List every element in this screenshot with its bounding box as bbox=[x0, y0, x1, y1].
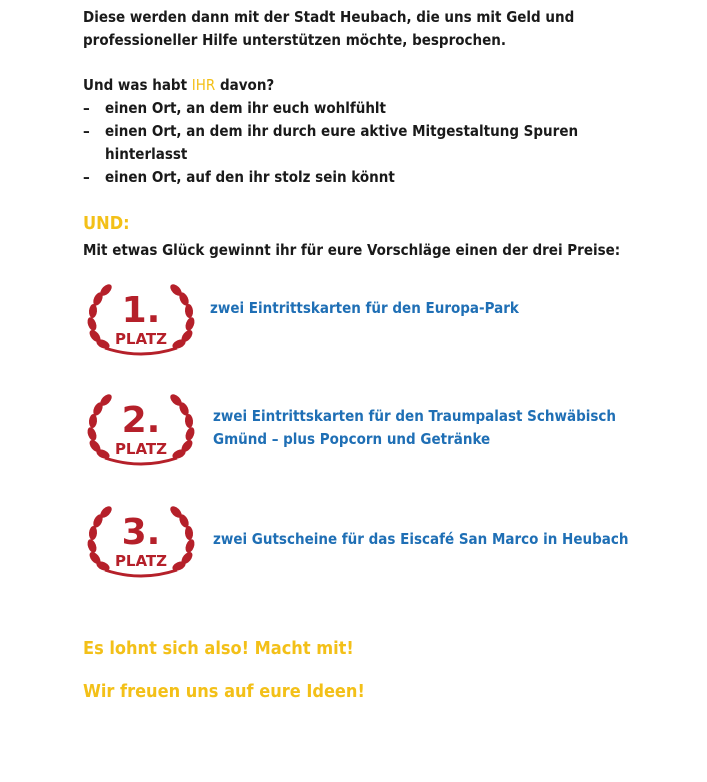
prize-2-text bbox=[213, 405, 633, 451]
prize-2-line-1: zwei Eintrittskarten für den Traumpalast Schwäbisch bbox=[213, 407, 616, 425]
prize-intro-text: Mit etwas Glück gewinnt ihr für eure Vorschläge einen der drei Preise: bbox=[83, 241, 621, 259]
dash-bullet: – bbox=[83, 168, 90, 186]
svg-text:1.: 1. bbox=[121, 290, 161, 331]
prize-3-line-1: zwei Gutscheine für das Eiscafé San Marco in Heubach bbox=[213, 530, 629, 548]
list-item bbox=[83, 120, 583, 166]
question-after: davon? bbox=[219, 76, 275, 94]
benefit-list bbox=[83, 97, 583, 189]
list-item-text: einen Ort, an dem ihr durch eure aktive Mitgestaltung Spuren bbox=[105, 122, 579, 140]
third-place-wreath-badge bbox=[85, 502, 197, 578]
intro-line-1: Diese werden dann mit der Stadt Heubach, die uns mit Geld und bbox=[83, 8, 575, 26]
closing-line-2: Wir freuen uns auf eure Ideen! bbox=[83, 681, 365, 702]
closing-line-1: Es lohnt sich also! Macht mit! bbox=[83, 638, 354, 659]
prize-1-text bbox=[210, 297, 630, 320]
list-item bbox=[83, 166, 583, 189]
question-highlight: IHR bbox=[191, 76, 216, 94]
first-place-wreath-badge bbox=[85, 280, 197, 356]
list-item-text-continued: hinterlasst bbox=[105, 145, 188, 163]
list-item-text: einen Ort, auf den ihr stolz sein könnt bbox=[105, 168, 395, 186]
intro-paragraph bbox=[83, 6, 623, 52]
svg-text:2.: 2. bbox=[121, 400, 161, 441]
prize-2-line-2: Gmünd – plus Popcorn und Getränke bbox=[213, 430, 491, 448]
dash-bullet: – bbox=[83, 122, 90, 140]
svg-text:PLATZ: PLATZ bbox=[114, 552, 168, 570]
question-line bbox=[83, 74, 274, 97]
prize-3-text bbox=[213, 528, 653, 551]
svg-text:3.: 3. bbox=[121, 512, 161, 553]
intro-line-2: professioneller Hilfe unterstützen möchte, besprochen. bbox=[83, 31, 507, 49]
list-item bbox=[83, 97, 583, 120]
dash-bullet: – bbox=[83, 99, 90, 117]
svg-text:PLATZ: PLATZ bbox=[114, 440, 168, 458]
question-before: Und was habt bbox=[83, 76, 188, 94]
list-item-text: einen Ort, an dem ihr euch wohlfühlt bbox=[105, 99, 387, 117]
prize-1-line-1: zwei Eintrittskarten für den Europa-Park bbox=[210, 299, 519, 317]
second-place-wreath-badge bbox=[85, 390, 197, 466]
und-heading: UND: bbox=[83, 213, 130, 234]
svg-text:PLATZ: PLATZ bbox=[114, 330, 168, 348]
